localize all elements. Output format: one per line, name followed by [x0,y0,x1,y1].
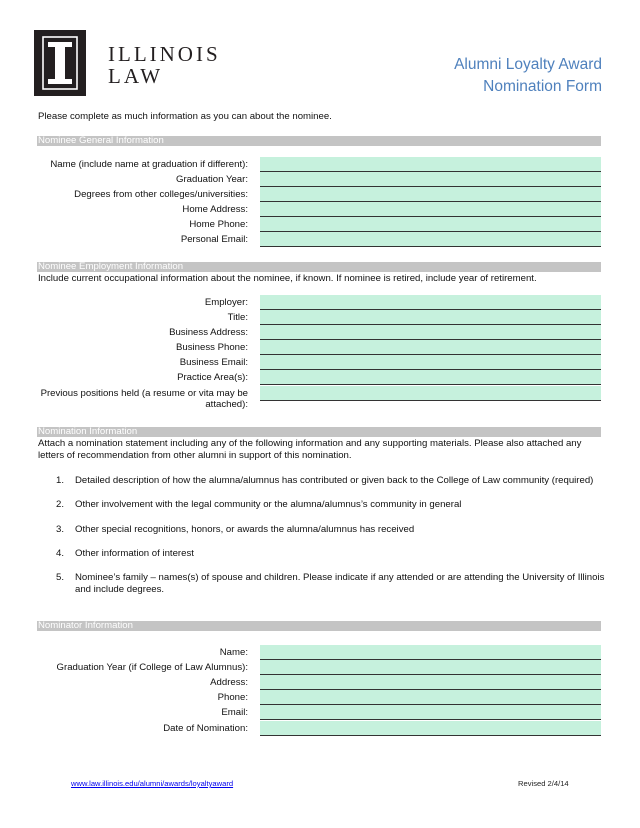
section-heading-general: Nominee General Information [37,136,601,146]
personal-email-field[interactable] [260,232,601,247]
field-label: Title: [227,312,248,323]
section-heading-nominator: Nominator Information [37,621,601,631]
field-label: Business Address: [169,327,248,338]
date-of-nomination-field[interactable] [260,721,601,736]
list-number: 2. [56,499,65,510]
employment-description: Include current occupational information about the nominee, if known. If nominee is retired, include year of retirement. [38,273,537,284]
home-phone-field[interactable] [260,217,601,232]
field-label: Address: [210,677,248,688]
field-label: Name (include name at graduation if different): [50,159,248,170]
list-number: 3. [56,524,65,535]
field-label: Business Email: [179,357,248,368]
form-title-line2: Nomination Form [483,78,602,95]
form-row-home-address [0,202,640,217]
list-text: Other involvement with the legal community or the alumna/alumnus’s community in general [75,499,462,510]
form-row-business-phone [0,340,640,355]
form-row-graduation-year [0,172,640,187]
form-row-nominator-name [0,645,640,660]
form-row-practice-areas [0,370,640,385]
field-label: Business Phone: [176,342,248,353]
nominator-email-field[interactable] [260,705,601,720]
section-heading-nomination: Nomination Information [37,427,601,437]
home-address-field[interactable] [260,202,601,217]
section-heading-employment: Nominee Employment Information [37,262,601,272]
form-row-name [0,157,640,172]
form-row-title [0,310,640,325]
field-label: Email: [221,707,248,718]
form-row-business-email [0,355,640,370]
logo-text-law: LAW [108,64,164,88]
list-number: 5. [56,572,65,583]
business-email-field[interactable] [260,355,601,370]
nominator-phone-field[interactable] [260,690,601,705]
form-row-personal-email [0,232,640,247]
nomination-description: Attach a nomination statement including any of the following information and any supporting materials. Please also attached any letters of recommendation from other alumni in support of this nomination. [38,438,582,461]
form-row-nominator-graduation-year [0,660,640,675]
field-label: Home Phone: [189,219,248,230]
footer-revised-date: Revised 2/4/14 [518,779,569,788]
graduation-year-field[interactable] [260,172,601,187]
employer-field[interactable] [260,295,601,310]
degrees-field[interactable] [260,187,601,202]
form-row-previous-positions [0,386,640,412]
form-row-home-phone [0,217,640,232]
field-label: Phone: [217,692,248,703]
form-row-date-of-nomination [0,721,640,736]
list-text: Nominee’s family – names(s) of spouse and children. Please indicate if any attended or are attending the University of Illinois and include degrees. [75,572,605,595]
field-label: Graduation Year: [175,174,248,185]
form-row-nominator-address [0,675,640,690]
form-row-business-address [0,325,640,340]
field-label: Practice Area(s): [177,372,248,383]
field-label: Previous positions held (a resume or vita may be attached): [40,388,248,410]
list-number: 4. [56,548,65,559]
nominator-name-field[interactable] [260,645,601,660]
form-row-degrees [0,187,640,202]
job-title-field[interactable] [260,310,601,325]
business-address-field[interactable] [260,325,601,340]
nominee-name-field[interactable] [260,157,601,172]
list-text: Other information of interest [75,548,194,559]
field-label: Name: [219,647,248,658]
list-number: 1. [56,475,65,486]
field-label: Graduation Year (if College of Law Alumnus): [56,662,248,673]
intro-text: Please complete as much information as you can about the nominee. [38,111,332,122]
business-phone-field[interactable] [260,340,601,355]
form-title-line1: Alumni Loyalty Award [454,56,602,73]
footer-website-link[interactable]: www.law.illinois.edu/alumni/awards/loyaltyaward [71,779,234,788]
field-label: Degrees from other colleges/universities: [74,189,248,200]
list-text: Detailed description of how the alumna/alumnus has contributed or given back to the College of Law community (required) [75,475,594,486]
nominator-graduation-year-field[interactable] [260,660,601,675]
field-label: Date of Nomination: [163,723,248,734]
practice-areas-field[interactable] [260,370,601,385]
logo-text-illinois: ILLINOIS [108,42,221,66]
column-icon [42,36,78,90]
field-label: Employer: [204,297,248,308]
previous-positions-field[interactable] [260,386,601,401]
field-label: Personal Email: [180,234,248,245]
form-row-nominator-phone [0,690,640,705]
illinois-law-logo-mark [34,30,86,96]
field-label: Home Address: [182,204,248,215]
list-text: Other special recognitions, honors, or awards the alumna/alumnus has received [75,524,415,535]
form-row-employer [0,295,640,310]
form-row-nominator-email [0,705,640,720]
nominator-address-field[interactable] [260,675,601,690]
